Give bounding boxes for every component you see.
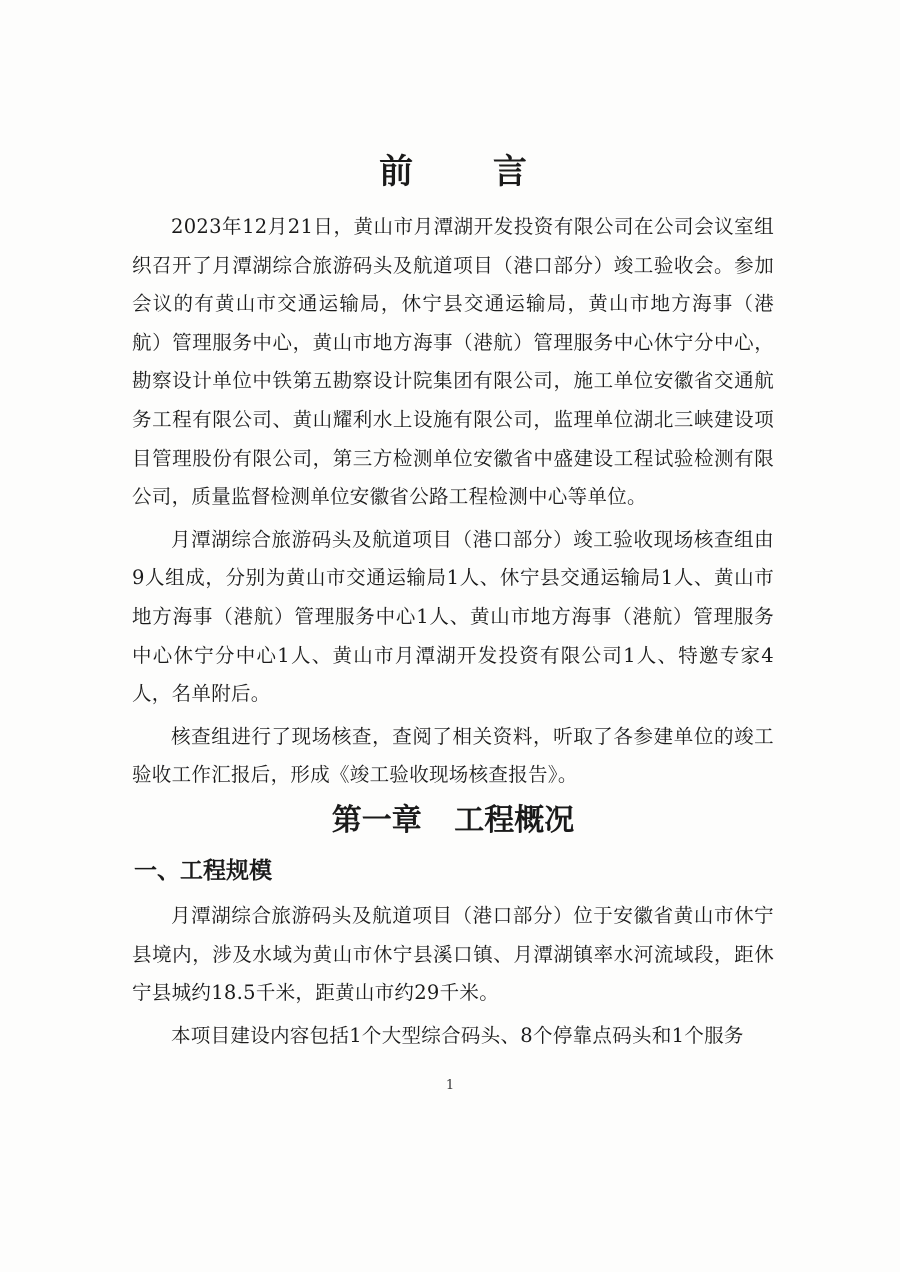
section-title: 一、工程规模: [134, 856, 272, 884]
page-number: 1: [445, 1078, 455, 1093]
preface-paragraph-1: 2023年12月21日，黄山市月潭湖开发投资有限公司在公司会议室组织召开了月潭湖综合旅游码头及航道项目（港口部分）竣工验收会。参加会议的有黄山市交通运输局，休宁县交通运输局，黄山市地方海事（港航）管理服务中心，黄山市地方海事（港航）管理服务中心休宁分中心，勘察设计单位中铁第五勘察设计院集团有限公司，施工单位安徽省交通航务工程有限公司、黄山耀利水上设施有限公司，监理单位湖北三峡建设项目管理股份有限公司，第三方检测单位安徽省中盛建设工程试验检测有限公司，质量监督检测单位安徽省公路工程检测中心等单位。: [132, 215, 774, 509]
page-content: [132, 150, 774, 1059]
preface-paragraph-2: 月潭湖综合旅游码头及航道项目（港口部分）竣工验收现场核查组由9人组成，分别为黄山市交通运输局1人、休宁县交通运输局1人、黄山市地方海事（港航）管理服务中心1人、黄山市地方海事（港航）管理服务中心休宁分中心1人、黄山市月潭湖开发投资有限公司1人、特邀专家4人，名单附后。: [132, 527, 774, 706]
section-paragraph-2: 本项目建设内容包括1个大型综合码头、8个停靠点码头和1个服务: [171, 1023, 744, 1047]
preface-title: 前 言: [379, 152, 561, 192]
chapter-title: 第一章 工程概况: [331, 802, 575, 838]
section-paragraph-1: 月潭湖综合旅游码头及航道项目（港口部分）位于安徽省黄山市休宁县境内，涉及水域为黄山市休宁县溪口镇、月潭湖镇率水河流域段，距休宁县城约18.5千米，距黄山市约29千米。: [132, 903, 774, 1005]
preface-paragraph-3: 核查组进行了现场核查，查阅了相关资料，听取了各参建单位的竣工验收工作汇报后，形成《竣工验收现场核查报告》。: [132, 724, 774, 787]
